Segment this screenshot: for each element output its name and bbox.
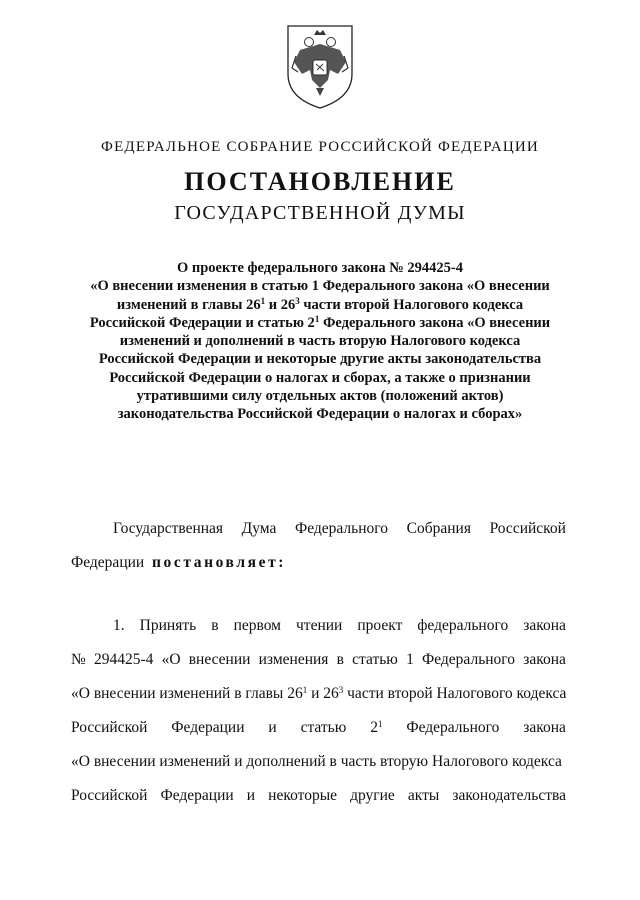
item-1-line-1: 1. Принять в первом чтении проект федерального закона	[113, 617, 566, 634]
subject-line: законодательства Российской Федерации о налогах и сборах»	[117, 406, 523, 423]
bill-subject-block	[60, 259, 580, 424]
preamble-line-2: Федерации постановляет:	[71, 554, 287, 571]
subject-line: Российской Федерации и некоторые другие акты законодательства	[98, 351, 542, 368]
subject-line: Российской Федерации и статью $2^1$ Федерального закона «О внесении	[89, 313, 551, 331]
item-1-line-5: «О внесении изменений и дополнений в часть вторую Налогового кодекса	[71, 753, 562, 770]
document-type-title: ПОСТАНОВЛЕНИЕ	[184, 167, 456, 196]
subject-line: изменений в главы $26^1$ и $26^3$ части второй Налогового кодекса	[116, 295, 524, 313]
subject-line: О проекте федерального закона № 294425-4	[176, 260, 464, 276]
subject-line: изменений и дополнений в часть вторую Налогового кодекса	[119, 333, 521, 350]
state-duma-subtitle: ГОСУДАРСТВЕННОЙ ДУМЫ	[174, 202, 466, 224]
coat-of-arms-emblem	[282, 22, 358, 110]
subject-line: утратившими силу отдельных актов (положений актов)	[136, 388, 504, 405]
item-1-line-3: «О внесении изменений в главы $26^1$ и $26^3$ части второй Налогового кодекса	[71, 685, 567, 702]
item-1-line-6: Российской Федерации и некоторые другие акты законодательства	[71, 787, 566, 804]
item-1-line-4: Российской Федерации и статью $2^1$ Федерального закона	[71, 719, 566, 736]
item-1-line-2: № 294425-4 «О внесении изменения в статью 1 Федерального закона	[71, 651, 566, 668]
subject-line: «О внесении изменения в статью 1 Федерального закона «О внесении	[90, 278, 550, 295]
double-headed-eagle-icon	[282, 22, 358, 110]
item-number: 1.	[113, 617, 125, 634]
preamble-line-1: Государственная Дума Федерального Собрания Российской	[113, 520, 566, 537]
subject-line: Российской Федерации о налогах и сборах, а также о признании	[109, 369, 531, 386]
decrees-word: постановляет:	[151, 554, 287, 571]
federal-assembly-heading: ФЕДЕРАЛЬНОЕ СОБРАНИЕ РОССИЙСКОЙ ФЕДЕРАЦИИ	[101, 139, 539, 155]
